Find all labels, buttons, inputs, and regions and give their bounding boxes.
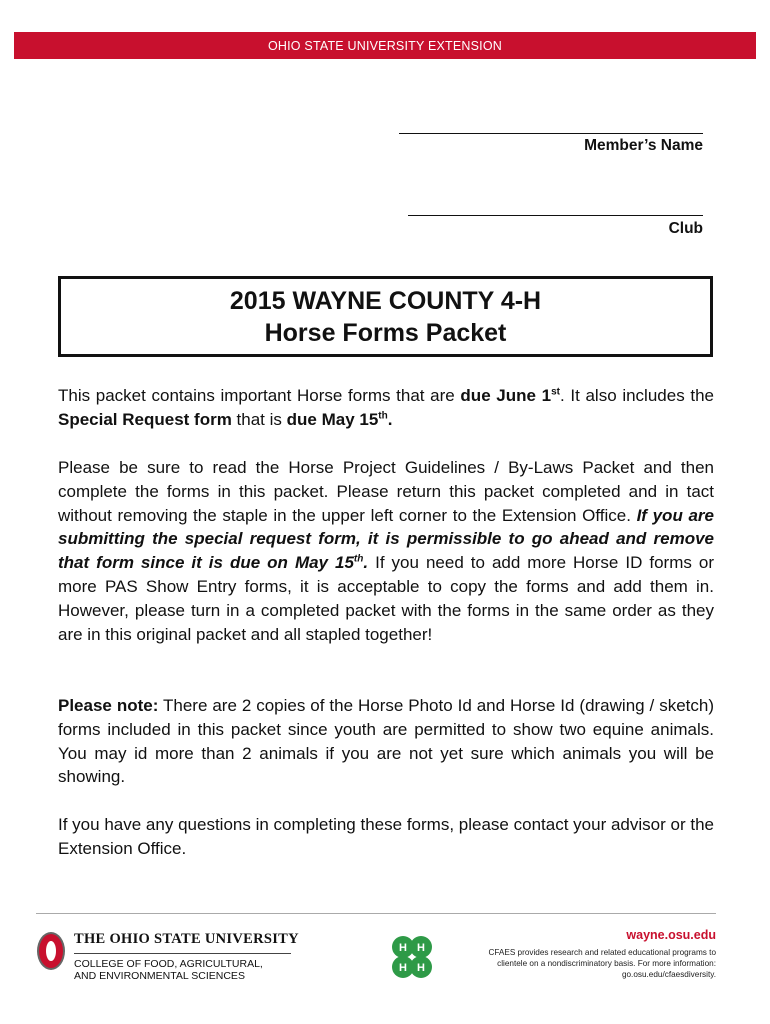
due-june-text: due June 1st [460, 386, 560, 405]
p2-emphasis: If you are submitting the special request form, it is permissible to go ahead and remove that form since it is due on May 15th. [58, 505, 714, 573]
4h-clover-icon [386, 932, 438, 984]
block-o-logo-icon [36, 931, 66, 971]
p1-text-a: This packet contains important Horse forms that are [58, 386, 461, 405]
college-line-2: AND ENVIRONMENTAL SCIENCES [74, 970, 245, 982]
svg-text:H: H [399, 962, 407, 974]
college-name [74, 958, 263, 982]
questions-paragraph [58, 813, 714, 861]
banner-text: OHIO STATE UNIVERSITY EXTENSION [267, 38, 502, 53]
club-line[interactable] [408, 215, 703, 216]
club-label: Club [668, 220, 703, 237]
title-line-1: 2015 WAYNE COUNTY 4-H [229, 287, 542, 315]
svg-text:H: H [417, 942, 425, 954]
svg-text:H: H [417, 962, 425, 974]
extension-banner [14, 32, 756, 59]
university-rule [74, 953, 291, 954]
questions-text: If you have any questions in completing these forms, please contact your advisor or the Extension Office. [58, 815, 714, 858]
intro-paragraph [58, 384, 714, 432]
title-line-2: Horse Forms Packet [264, 319, 507, 347]
note-label: Please note: [58, 696, 159, 715]
svg-text:H: H [399, 942, 407, 954]
college-line-1: COLLEGE OF FOOD, AGRICULTURAL, [74, 958, 263, 970]
cfaes-statement: CFAES provides research and related educational programs to clientele on a nondiscriminatory basis. For more information: go.osu.edu/cfaesdiversity. [488, 948, 716, 979]
note-text: There are 2 copies of the Horse Photo Id and Horse Id (drawing / sketch) forms included in this packet since youth are permitted to show two equine animals. You may id more than 2 animals if you are not yet sure which animals you will be showing. [58, 696, 714, 787]
due-may-text: due May 15th. [286, 409, 393, 429]
p1-text-e: that is [231, 409, 287, 429]
special-request-text: Special Request form [58, 409, 232, 429]
instructions-paragraph [58, 456, 714, 646]
p2-text-d: If you need to add more Horse ID forms or more PAS Show Entry forms, it is acceptable to copy the forms and add them in. However, please turn in a completed packet with the forms in the same order as they are in this original packet and all stapled together! [58, 553, 714, 644]
note-paragraph [58, 694, 714, 789]
p2-text-a: Please be sure to read the Horse Project Guidelines / By-Laws Packet and then complete the forms in this packet. Please return this packet completed and in tact without removing the staple in the upper left corner to the Extension Office. [58, 458, 714, 525]
footer-divider [36, 913, 716, 914]
member-name-line[interactable] [399, 133, 703, 134]
p1-text-c: . It also includes the [560, 386, 714, 405]
university-name: THE OHIO STATE UNIVERSITY [74, 931, 299, 947]
member-name-label: Member’s Name [584, 137, 703, 154]
website-link[interactable]: wayne.osu.edu [626, 928, 716, 942]
title-box [58, 276, 713, 357]
